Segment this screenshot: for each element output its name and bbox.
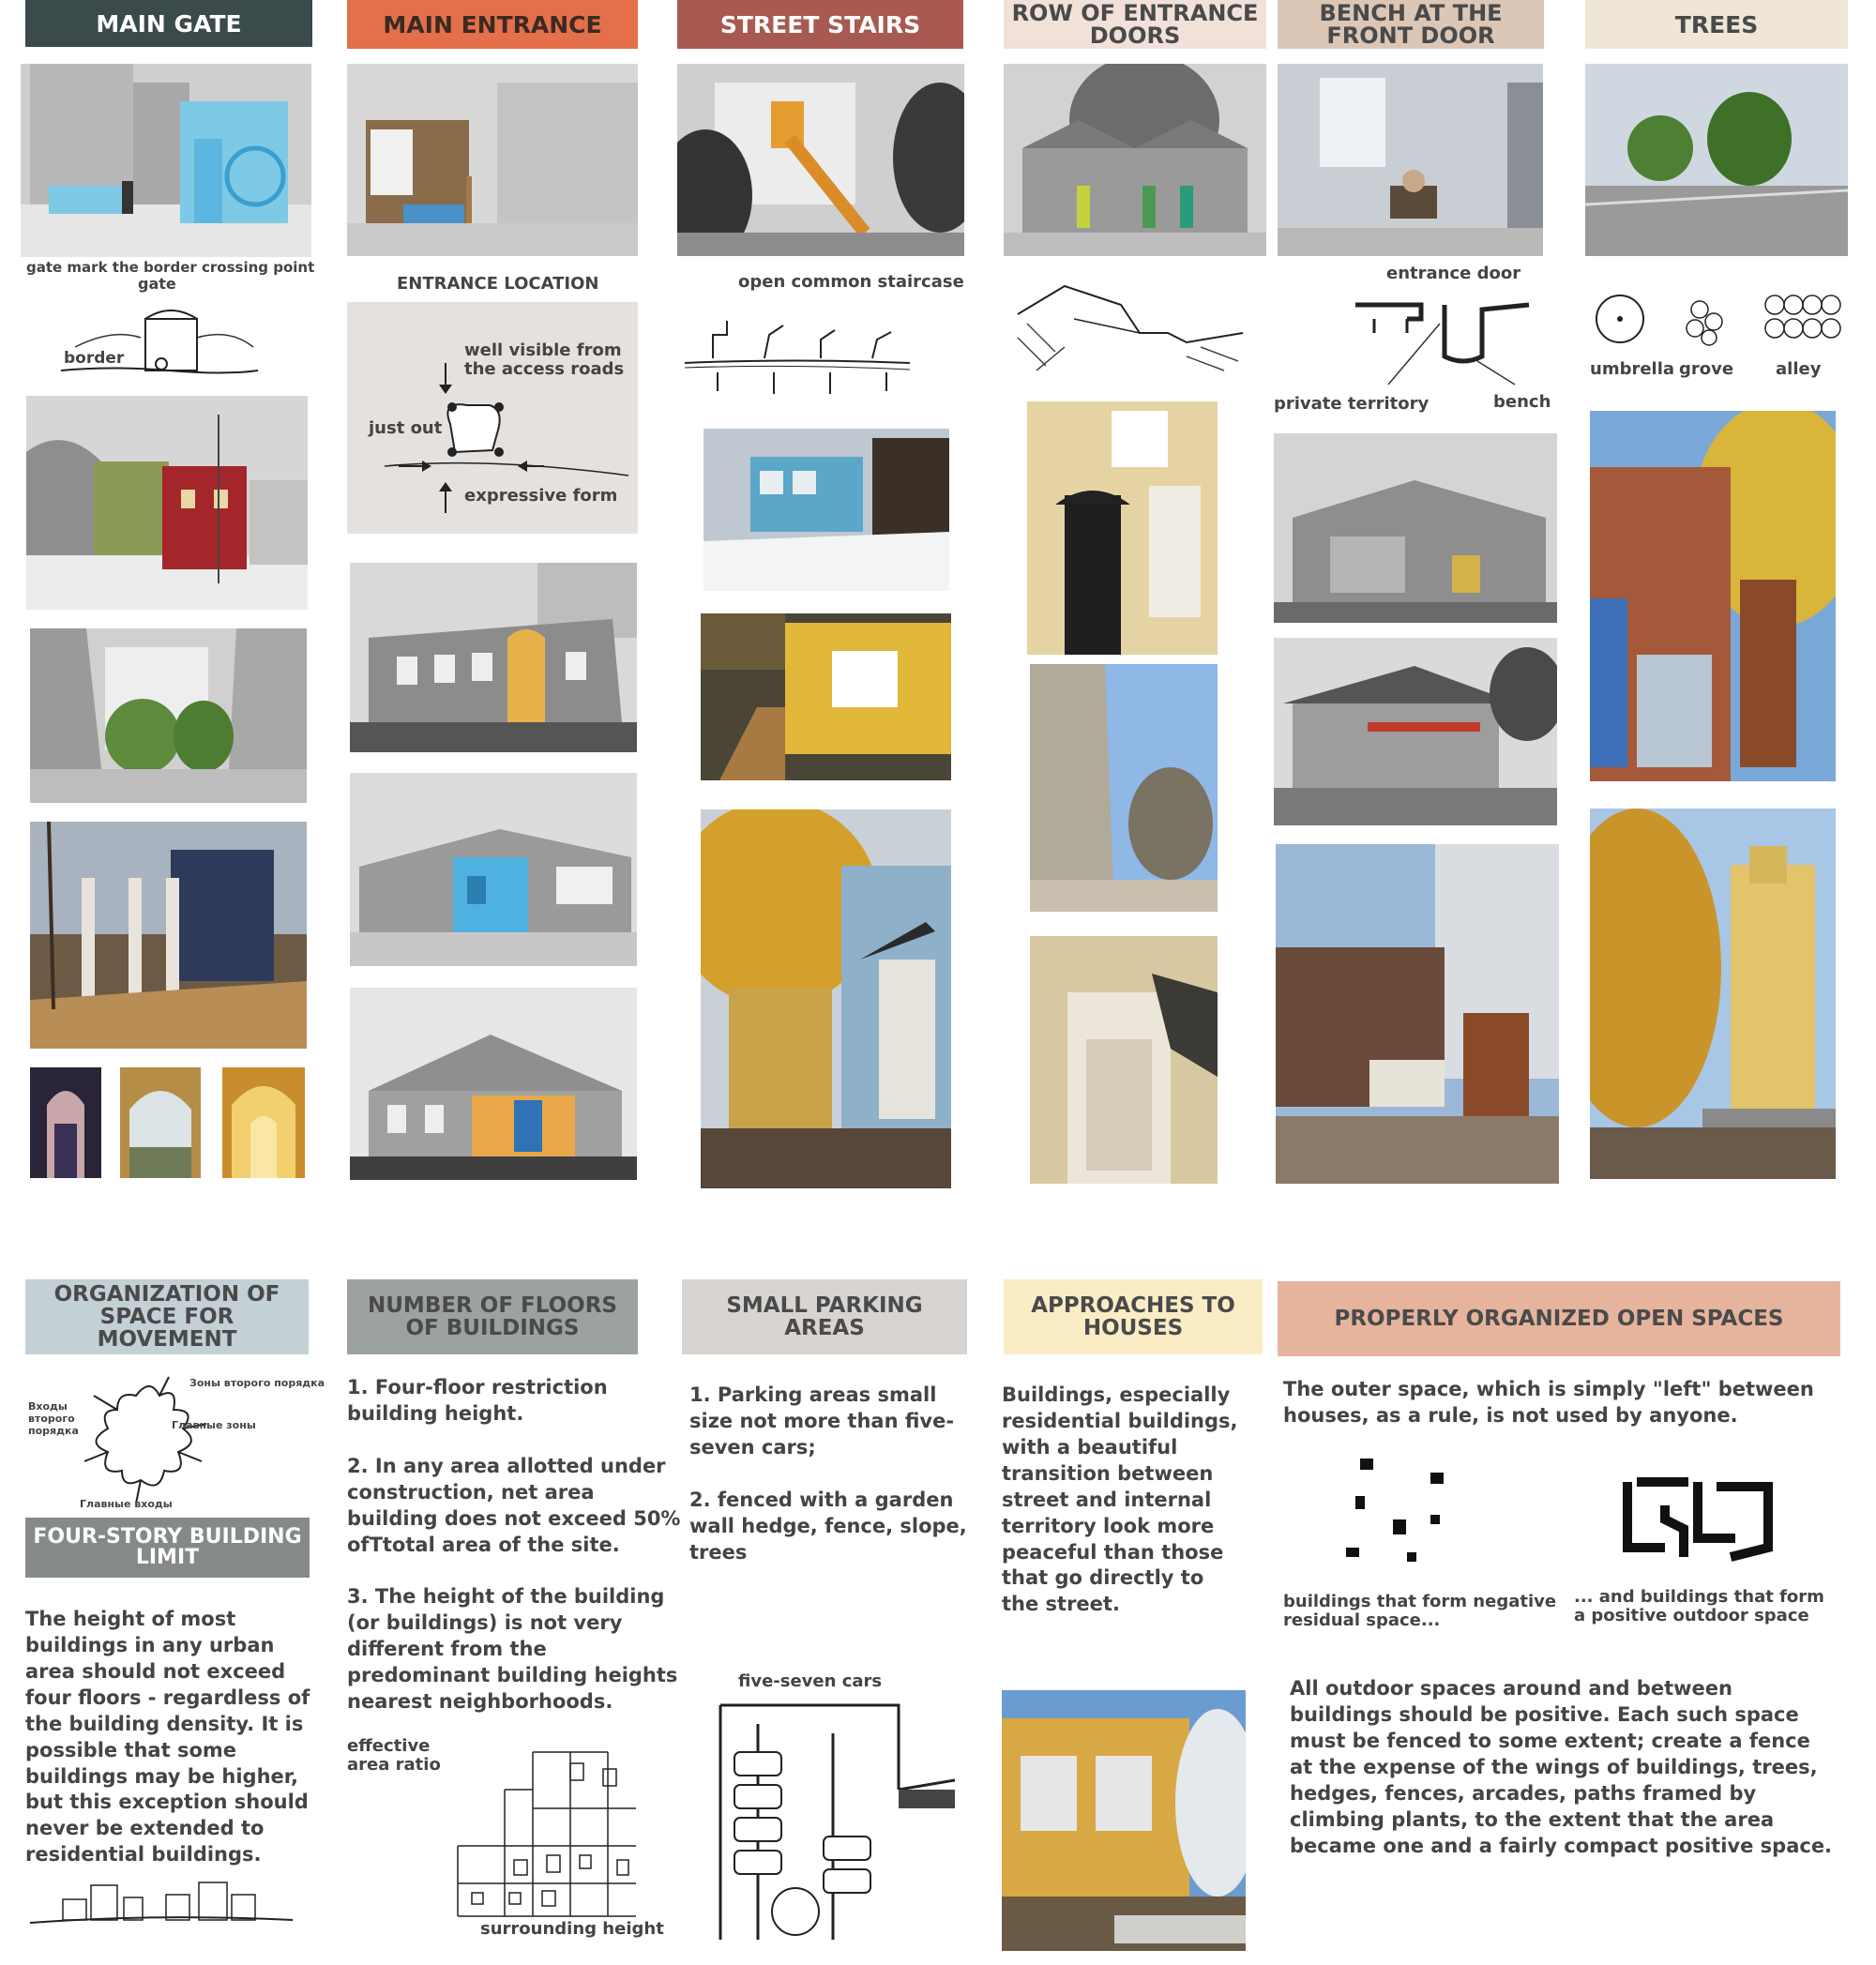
stairs-photo-4 — [701, 809, 951, 1188]
header-organization-of-space: ORGANIZATION OF SPACE FOR MOVEMENT — [25, 1279, 309, 1354]
header-row-of-entrance-doors: ROW OF ENTRANCE DOORS — [1004, 0, 1266, 49]
entrance-location-title: ENTRANCE LOCATION — [397, 274, 599, 294]
floors-effective-ratio-label: effective area ratio — [347, 1736, 441, 1775]
open-spaces-intro: The outer space, which is simply "left" between houses, as a rule, is not used by anyone. — [1283, 1378, 1814, 1427]
header-street-stairs: STREET STAIRS — [677, 0, 963, 49]
bench-photo-3 — [1274, 638, 1557, 825]
approaches-text: Buildings, especially residential buildings, with a beautiful transition between street and internal territory look more peaceful than those that go directly to the street. — [1002, 1383, 1238, 1616]
header-bench-at-front-door: BENCH AT THE FRONT DOOR — [1278, 0, 1544, 49]
gate-photo-1 — [21, 64, 311, 257]
header-properly-organized-open-spaces: PROPERLY ORGANIZED OPEN SPACES — [1278, 1281, 1840, 1356]
entrance-just-out-label: just out — [369, 418, 443, 438]
floors-sketch — [448, 1733, 650, 1921]
trees-grove-label: grove — [1679, 359, 1734, 379]
gate-photo-2 — [26, 396, 308, 610]
gate-arch-photo-1 — [30, 1067, 101, 1178]
bench-photo-4 — [1276, 844, 1559, 1184]
doors-photo-1 — [1004, 64, 1266, 256]
trees-photo-3 — [1590, 809, 1836, 1179]
open-spaces-body: All outdoor spaces around and between buildings should be positive. Each such space must be fenced to some extent; create a fence at the expense of the wings of buildings, trees, hedges, fences, arcades, paths framed by climbing plants, to the extent that the area became one and a fairly compact positive space. — [1290, 1677, 1833, 1857]
entrance-well-visible-label: well visible from the access roads — [464, 340, 625, 379]
floors-surrounding-height-label: surrounding height — [480, 1919, 664, 1939]
stairs-photo-1 — [677, 64, 964, 256]
organization-secondary-entries-label: Входы второго порядка — [28, 1400, 79, 1438]
open-spaces-positive-caption: ... and buildings that form a positive outdoor space — [1574, 1587, 1824, 1625]
gate-arch-photo-2 — [120, 1067, 201, 1178]
doors-sketch — [999, 267, 1266, 385]
trees-alley-label: alley — [1776, 359, 1822, 379]
parking-sketch — [711, 1696, 964, 1949]
four-story-text: The height of most buildings in any urban area should not exceed four floors - regardless of the building density. It is possible that some buildings may be higher, but this exception should never be extended to residential buildings. — [25, 1608, 310, 1867]
bench-photo-1 — [1278, 64, 1543, 256]
parking-five-seven-cars-label: five-seven cars — [738, 1671, 883, 1691]
organization-main-zones-label: Главные зоны — [172, 1419, 256, 1431]
stairs-photo-3 — [701, 613, 951, 780]
gate-photo-3 — [30, 628, 307, 803]
organization-main-entries-label: Главные входы — [80, 1498, 173, 1510]
entrance-photo-3 — [350, 773, 637, 966]
stairs-photo-2 — [704, 429, 949, 591]
stairs-sketch — [680, 293, 915, 405]
stairs-caption: open common staircase — [738, 272, 964, 292]
header-small-parking-areas: SMALL PARKING AREAS — [682, 1279, 967, 1354]
four-story-sketch — [25, 1862, 297, 1932]
entrance-expressive-label: expressive form — [464, 486, 618, 506]
trees-umbrella-label: umbrella — [1590, 359, 1675, 379]
parking-text: 1. Parking areas small size not more than five-seven cars; 2. fenced with a garden wall hedge, fence, slope, trees — [689, 1383, 967, 1564]
header-trees: TREES — [1585, 0, 1848, 49]
organization-secondary-zones-label: Зоны второго порядка — [189, 1377, 325, 1389]
gate-sketch — [56, 281, 263, 385]
entrance-photo-4 — [350, 988, 637, 1180]
gate-arch-photo-3 — [222, 1067, 305, 1178]
doors-photo-4 — [1030, 936, 1218, 1184]
entrance-photo-2 — [350, 563, 637, 752]
trees-photo-1 — [1585, 64, 1848, 256]
floors-text: 1. Four-floor restriction building height. 2. In any area allotted under construction, net area building does not exceed 50% ofTtotal area of the site. 3. The height of the building (or buildings) is not very different from the predominant building heights nearest neighborhoods. — [347, 1376, 681, 1714]
open-spaces-negative-sketch — [1313, 1444, 1501, 1585]
gate-sketch-border-label: border — [64, 349, 125, 368]
entrance-photo-1 — [347, 64, 638, 256]
gate-photo-4 — [30, 822, 307, 1049]
bench-private-territory-label: private territory — [1274, 394, 1430, 414]
bench-photo-2 — [1274, 433, 1557, 623]
open-spaces-positive-sketch — [1609, 1463, 1787, 1585]
doors-photo-3 — [1030, 664, 1218, 912]
gate-sketch-gate-label: gate — [138, 275, 176, 293]
doors-photo-2 — [1027, 401, 1218, 655]
trees-photo-2 — [1590, 411, 1836, 781]
approaches-photo — [1002, 1690, 1246, 1951]
bench-sketch — [1351, 286, 1538, 389]
bench-bench-label: bench — [1493, 392, 1551, 412]
header-main-gate: MAIN GATE — [25, 0, 312, 47]
header-number-of-floors: NUMBER OF FLOORS OF BUILDINGS — [347, 1279, 638, 1354]
trees-sketch — [1587, 286, 1850, 352]
open-spaces-negative-caption: buildings that form negative residual space... — [1283, 1592, 1557, 1630]
header-four-story-building-limit: FOUR-STORY BUILDING LIMIT — [25, 1518, 310, 1578]
gate-caption: gate mark the border crossing point — [26, 259, 315, 276]
bench-entrance-door-label: entrance door — [1386, 264, 1521, 283]
header-main-entrance: MAIN ENTRANCE — [347, 0, 638, 49]
header-approaches-to-houses: APPROACHES TO HOUSES — [1004, 1279, 1263, 1354]
